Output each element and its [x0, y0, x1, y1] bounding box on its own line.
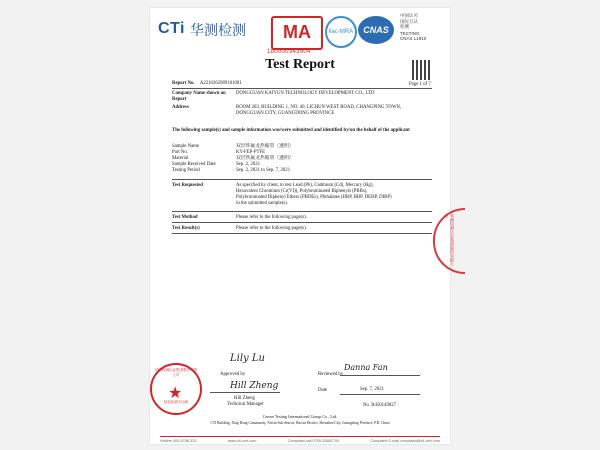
sample-field-label: Sample Name — [172, 144, 200, 149]
test-results-value: Please refer to the following page(s). — [236, 226, 307, 231]
sample-field-value: Sep. 2, 2021 to Sep. 7, 2021 — [236, 168, 291, 173]
date-value: Sep. 7, 2021 — [360, 387, 384, 392]
sample-field-label: Testing Period — [172, 168, 200, 173]
seal-text: 华测检测认证集团股份有限公司 — [155, 368, 197, 377]
signature-line — [340, 375, 420, 376]
address-line: ROOM 203, BUILDING 1, NO. 40, LICHUN WEST ROAD, CHANGPING TOWN, — [236, 105, 402, 110]
address-label: Address — [172, 105, 189, 110]
cti-logo: CTi — [158, 20, 185, 37]
footer-website[interactable]: www.cti-cert.com — [227, 439, 257, 443]
sample-field-value: 双层铁氟龙热缩管（透明） — [236, 156, 294, 161]
test-results-label: Test Result(s) — [172, 226, 200, 231]
manager-signature: Hill Zheng — [230, 381, 279, 391]
cnas-line: 检测 — [400, 25, 409, 30]
sample-fields — [172, 144, 422, 174]
page-title: Test Report — [265, 57, 335, 72]
approved-by-label: Approved by — [220, 372, 246, 377]
address-line: DONGGUAN CITY, GUANGDONG PROVINCE — [236, 111, 335, 116]
sample-field-value: Sep. 2, 2021 — [236, 162, 260, 167]
sample-field-label: Material — [172, 156, 189, 161]
test-requested-line: in the submitted sample(s). — [236, 201, 288, 206]
date-label: Date — [318, 388, 328, 393]
group-name: Centre Testing International Group Co., Ltd. — [262, 414, 338, 419]
ilac-mra-logo: ilac-MRA — [325, 16, 357, 48]
report-page — [150, 8, 455, 444]
signature-line — [210, 392, 280, 393]
page-number: Page 1 of 7 — [409, 82, 431, 87]
sample-field-label: Sample Received Date — [172, 162, 216, 167]
footer-complaint-call: Complaint call 0755-33681700 — [287, 439, 340, 443]
signature-line — [340, 394, 420, 395]
cma-mark: MA — [271, 16, 323, 50]
test-requested-label: Test Requested — [172, 183, 203, 188]
cnas-logo: CNAS — [358, 16, 394, 44]
approver-signature: Lily Lu — [230, 353, 265, 364]
reviewed-by-label: Reviewed by — [318, 372, 344, 377]
samples-intro: The following sample(s) and sample information was/were submitted and identified by/on the behalf of the applicant — [172, 128, 410, 133]
signer-title: Technical Manager — [227, 402, 264, 407]
sample-field-label: Part No. — [172, 150, 188, 155]
star-icon: ★ — [168, 385, 183, 402]
divider — [172, 211, 432, 212]
cnas-line: TESTING — [400, 30, 420, 36]
report-no-value: A2210362989101001 — [199, 81, 242, 86]
divider — [172, 233, 432, 234]
footer-complaint-email[interactable]: Complaint E-mail complaint@cti-cert.com — [370, 439, 440, 443]
footer — [160, 439, 440, 443]
group-address: CTI Building, Xing Dong Community, Xin'an Sub-district, Bao'an District, Shenzhen City, Guangdong Province, P.R. China — [210, 421, 390, 425]
report-no-row — [172, 81, 242, 87]
test-method-value: Please refer to the following page(s). — [236, 215, 307, 220]
cti-logo-chinese: 华测检测 — [190, 23, 246, 39]
report-no-label: Report No. — [172, 81, 195, 86]
test-requested-line: Polybrominated Diphenyl Ethers (PBDEs), Phthalates (DBP, BBP, DEHP, DIBP) — [236, 195, 392, 200]
company-value: DONGGUAN KAIYUN TECHNOLOGY DEVELOPMENT CO., LTD — [236, 91, 375, 96]
sample-field-row — [172, 168, 422, 174]
cnas-line: CNAS L1910 — [400, 36, 427, 41]
footer-divider — [160, 436, 440, 437]
signer-name: Hill Zheng — [234, 396, 255, 401]
footer-hotline: Hotline 400-6788-333 — [160, 439, 197, 443]
cnas-text — [400, 14, 426, 42]
reviewer-signature: Danna Fan — [344, 363, 388, 372]
seal-subtext: 检验检测专用章 — [163, 400, 189, 404]
cnas-line: 国际互认 — [400, 19, 418, 25]
divider — [172, 222, 432, 223]
qr-code-icon — [412, 60, 432, 80]
cma-number: 180000343904 — [267, 49, 311, 55]
company-label: Company Name shown on Report — [172, 91, 226, 102]
test-requested-line: Hexavalent Chromium (Cr(VI)), Polybrominated Biphenyls (PBBs), — [236, 189, 368, 194]
test-requested-value — [236, 183, 426, 207]
report-serial: No. R450149827 — [363, 403, 397, 408]
divider — [172, 179, 432, 180]
sample-field-value: 双层铁氟龙热缩管（透明） — [236, 144, 294, 149]
cnas-line: 中国认可 — [400, 14, 418, 19]
divider — [172, 88, 432, 89]
address-value — [236, 105, 401, 117]
seal-text: 华测检测认证集团股份有限公司 — [444, 214, 455, 266]
test-method-label: Test Method — [172, 215, 198, 220]
seal-stamp-right — [433, 208, 465, 274]
test-requested-line: As specified by client, to test Lead (Pb), Cadmium (Cd), Mercury (Hg), — [236, 183, 374, 188]
sample-field-value: KY-FEP-PTFE — [236, 150, 266, 155]
